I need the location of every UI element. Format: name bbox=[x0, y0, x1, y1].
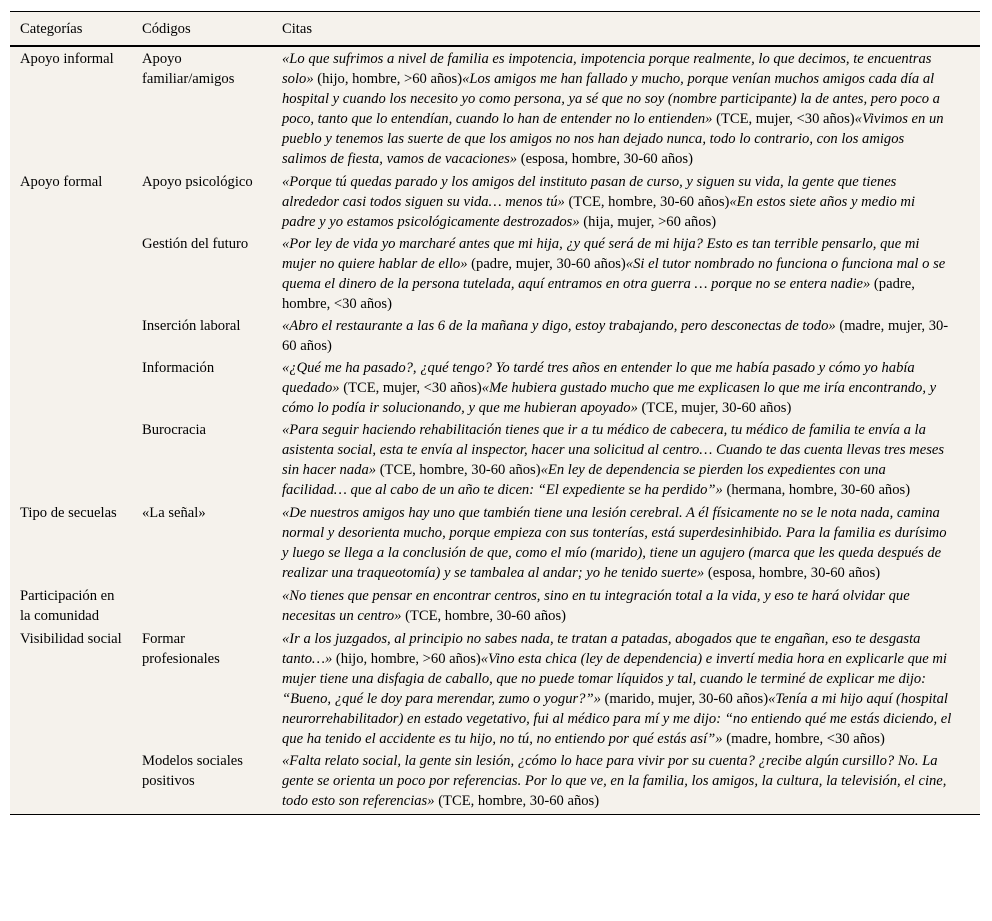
category-cell bbox=[10, 233, 132, 315]
quote-text: «Falta relato social, la gente sin lesión, ¿cómo lo hace para vivir por su cuenta? ¿recibe algún cursillo? No. La gente se orienta un poco por referencias. Por lo que ve, en la familia, los amigos, la cultura, la televisión, el cine, todo esto son referencias» bbox=[282, 753, 947, 809]
quote-text: «¿Qué me ha pasado?, ¿qué tengo? Yo tardé tres años en entender lo que me había pasado y cómo yo había quedado» bbox=[282, 360, 915, 396]
category-cell bbox=[10, 750, 132, 815]
header-citas: Citas bbox=[272, 12, 980, 47]
category-cell bbox=[10, 315, 132, 357]
category-cell: Participación en la comunidad bbox=[20, 588, 115, 624]
quote-cell bbox=[272, 233, 980, 315]
code-cell: Gestión del futuro bbox=[142, 236, 249, 252]
table-row bbox=[10, 750, 980, 815]
header-codigos: Códigos bbox=[132, 12, 272, 47]
quote-text: «Me hubiera gustado mucho que me explicasen lo que me iría encontrando, y cómo lo podía ir solucionando, y que me hubieran apoyado» bbox=[282, 380, 937, 416]
category-cell: Apoyo informal bbox=[20, 51, 114, 67]
quote-source: (esposa, hombre, 30-60 años) bbox=[517, 151, 693, 167]
quote-source: (TCE, hombre, 30-60 años) bbox=[434, 793, 600, 809]
quote-text: «Abro el restaurante a las 6 de la mañana y digo, estoy trabajando, pero desconectas de todo» bbox=[282, 318, 836, 334]
code-cell: Apoyo familiar/amigos bbox=[142, 51, 235, 87]
quote-text: «En estos siete años y medio mi padre y yo estamos psicológicamente destrozados» bbox=[282, 194, 916, 230]
category-cell: Visibilidad social bbox=[20, 631, 122, 647]
quote-cell bbox=[272, 750, 980, 815]
table-container bbox=[10, 11, 980, 815]
quote-text: «Ir a los juzgados, al principio no sabes nada, te tratan a patadas, abogados que te engañan, eso te desgasta tanto…» bbox=[282, 631, 921, 667]
quote-source: (esposa, hombre, 30-60 años) bbox=[704, 565, 881, 581]
code-cell: Información bbox=[142, 360, 215, 376]
code-cell: Inserción laboral bbox=[142, 318, 241, 334]
table-row bbox=[10, 233, 980, 315]
code-cell bbox=[132, 584, 272, 627]
quote-cell bbox=[272, 357, 980, 419]
category-cell bbox=[10, 357, 132, 419]
category-cell: Apoyo formal bbox=[20, 174, 103, 190]
quote-source: (hijo, hombre, >60 años) bbox=[313, 71, 463, 87]
category-cell: Tipo de secuelas bbox=[20, 505, 117, 521]
code-cell: Formar profesionales bbox=[142, 631, 220, 667]
quote-source: (TCE, hombre, 30-60 años) bbox=[401, 608, 566, 624]
codes-table bbox=[10, 11, 980, 815]
table-row bbox=[10, 419, 980, 501]
quote-cell bbox=[272, 46, 980, 170]
code-cell: Modelos sociales positivos bbox=[132, 750, 272, 815]
quote-text: «Vino esta chica (ley de dependencia) e invertí media hora en explicarle que mi mujer tiene una disfagia de caballo, que no puede tomar líquidos y tal, cuando le terminé de explicar me dijo: “Bueno, ¿qué le doy para merendar, zumo o yogur?”» bbox=[282, 651, 947, 707]
quote-source: (hija, mujer, >60 años) bbox=[579, 214, 717, 230]
quote-cell bbox=[272, 419, 980, 501]
code-cell: Burocracia bbox=[142, 422, 207, 438]
code-cell: «La señal» bbox=[142, 505, 206, 521]
header-row bbox=[10, 12, 980, 47]
table-row bbox=[10, 46, 980, 170]
quote-source: (madre, hombre, <30 años) bbox=[722, 731, 885, 747]
quote-text: «De nuestros amigos hay uno que también tiene una lesión cerebral. A él físicamente no se le nota nada, camina normal y desorienta mucho, porque empieza con sus tonterías, está superdesinhibido. Para la familia es durísimo y luego se llega a la conclusión de que, como el mío (marido), tiene un agujero (marca que les queda después de realizar una traqueotomía) y se tambalea al andar; yo he tenido suerte» bbox=[282, 505, 947, 581]
quote-text: «En ley de dependencia se pierden los expedientes con una facilidad… que al cabo de un año te dicen: “El expediente se ha perdido”» bbox=[282, 462, 886, 498]
header-categorias: Categorías bbox=[10, 12, 132, 47]
quote-source: (marido, mujer, 30-60 años) bbox=[600, 691, 769, 707]
quote-text: «Porque tú quedas parado y los amigos del instituto pasan de curso, y siguen su vida, la gente que tienes alrededor casi todos siguen su vida… menos tú» bbox=[282, 174, 897, 210]
quote-cell bbox=[272, 627, 980, 750]
quote-source: (TCE, mujer, <30 años) bbox=[339, 380, 482, 396]
table-row bbox=[10, 170, 980, 233]
quote-text: «Vivimos en un pueblo y tenemos las suerte de que los amigos no nos han dejado nunca, todo lo contrario, con los amigos salimos de fiesta, vamos de vacaciones» bbox=[282, 111, 944, 167]
code-cell: Apoyo psicológico bbox=[142, 174, 253, 190]
quote-text: «No tienes que pensar en encontrar centros, sino en tu integración total a la vida, y eso te hará olvidar que necesitas un centro» bbox=[282, 588, 910, 624]
quote-cell bbox=[272, 315, 980, 357]
table-header bbox=[10, 12, 980, 47]
quote-text: «Por ley de vida yo marcharé antes que mi hija, ¿y qué será de mi hija? Esto es tan terrible pensarlo, que mi mujer no quiere hablar de ello» bbox=[282, 236, 920, 272]
quote-text: «Si el tutor nombrado no funciona o funciona mal o se quema el dinero de la persona tutelada, aquí entramos en otra guerra … porque no se entera nadie» bbox=[282, 256, 946, 292]
quote-source: (hermana, hombre, 30-60 años) bbox=[722, 482, 911, 498]
quote-text: «Tenía a mi hijo aquí (hospital neurorrehabilitador) en estado vegetativo, fui al médico para mí y me dijo: “no entiendo qué me estás diciendo, el que ha tenido el accidente es tu hijo, no tú, no entiendo por qué estás así”» bbox=[282, 691, 952, 747]
table-row bbox=[10, 501, 980, 584]
quote-source: (TCE, hombre, 30-60 años) bbox=[376, 462, 541, 478]
quote-source: (TCE, hombre, 30-60 años) bbox=[564, 194, 730, 210]
table-body bbox=[10, 46, 980, 815]
table-row bbox=[10, 315, 980, 357]
quote-cell bbox=[272, 584, 980, 627]
quote-source: (padre, mujer, 30-60 años) bbox=[467, 256, 626, 272]
quote-cell bbox=[272, 170, 980, 233]
table-row bbox=[10, 627, 980, 750]
quote-source: (madre, mujer, 30-60 años) bbox=[282, 318, 949, 354]
quote-cell bbox=[272, 501, 980, 584]
quote-text: «Para seguir haciendo rehabilitación tienes que ir a tu médico de cabecera, tu médico de familia te envía a la asistenta social, esta te envía al inspector, hacer una solicitud al centro… Cuando te das cuenta llevas tres meses sin hacer nada» bbox=[282, 422, 945, 478]
category-cell bbox=[10, 419, 132, 501]
table-row bbox=[10, 357, 980, 419]
quote-source: (TCE, mujer, <30 años) bbox=[712, 111, 855, 127]
table-row bbox=[10, 584, 980, 627]
quote-text: «Los amigos me han fallado y mucho, porque venían muchos amigos cada día al hospital y cuando los necesito yo como persona, ya sé que no soy (nombre participante) la de antes, pero poco a poco, tanto que lo entendían, cuando lo han de entender no lo entienden» bbox=[282, 71, 940, 127]
quote-source: (TCE, mujer, 30-60 años) bbox=[637, 400, 792, 416]
quote-source: (padre, hombre, <30 años) bbox=[282, 276, 915, 312]
quote-source: (hijo, hombre, >60 años) bbox=[332, 651, 481, 667]
quote-text: «Lo que sufrimos a nivel de familia es impotencia, impotencia porque realmente, lo que decimos, te encuentras solo» bbox=[282, 51, 932, 87]
